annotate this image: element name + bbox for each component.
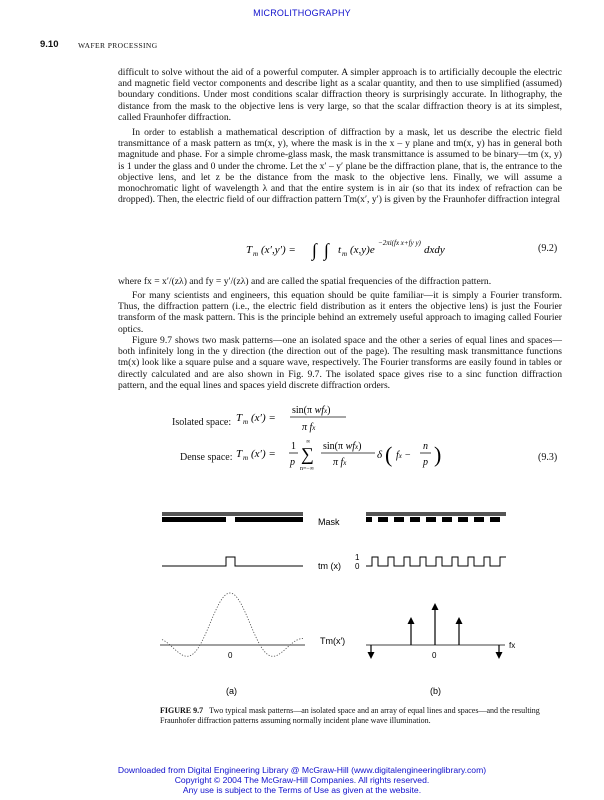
mask-isolated-space bbox=[162, 512, 303, 522]
svg-text:π fx: π fx bbox=[302, 422, 316, 433]
svg-text:(x′,y′) =: (x′,y′) = bbox=[261, 244, 296, 256]
svg-text:(x,y)e: (x,y)e bbox=[350, 244, 375, 256]
paragraph-2-text: In order to establish a mathematical description of diffraction by a mask, let us describe the electric field transmittance of a mask pattern as tm(x, y), where the mask is in the x – y plane and tm(x, y) has in general both magnitude and phase. For a simple chrome-glass mask, the mask transmittance is assumed to be binary—tm (x, y) is 1 under the glass and 0 under the chrome. Let the x′ – y′ plane be the diffraction plane, that is, the entrance to the objective lens, and let z be the distance from the mask to the objective lens. Finally, we will assume a monochromatic light of wavelength λ and that the entire system is in air (so that its index of refraction can be dropped). Then, the electric field of our diffraction pattern Tm(x′, y′) is given by the Fraunhofer diffraction integral bbox=[118, 127, 562, 206]
svg-text:(x′) =: (x′) = bbox=[251, 412, 276, 424]
footer-copyright: Copyright © 2004 The McGraw-Hill Companies. All rights reserved. bbox=[174, 775, 430, 785]
svg-text:sin(π wfx): sin(π wfx) bbox=[323, 441, 362, 452]
figure-caption-text: Two typical mask patterns—an isolated space and an array of equal lines and spaces—and the resulting Fraunhofer diffraction patterns assuming normally incident plane wave illumination. bbox=[160, 706, 540, 725]
footer-terms[interactable]: Any use is subject to the Terms of Use as given at the website. bbox=[182, 785, 422, 795]
svg-text:δ: δ bbox=[377, 449, 383, 461]
panel-label-a: (a) bbox=[226, 686, 237, 696]
svg-text:): ) bbox=[434, 442, 442, 467]
svg-text:m: m bbox=[253, 250, 259, 258]
svg-text:T: T bbox=[236, 448, 243, 460]
dense-space-label: Dense space: bbox=[180, 452, 233, 463]
level-zero-label: 0 bbox=[355, 562, 360, 571]
svg-text:n=−∞: n=−∞ bbox=[300, 466, 315, 472]
mask-label: Mask bbox=[318, 517, 340, 527]
svg-text:(x′) =: (x′) = bbox=[251, 448, 276, 460]
order-zero-arrowhead bbox=[432, 603, 439, 610]
tm-label: tm (x) bbox=[318, 561, 341, 571]
svg-text:dxdy: dxdy bbox=[424, 244, 445, 256]
isolated-space-label: Isolated space: bbox=[172, 417, 232, 428]
svg-text:−2πi(fx x+fy y): −2πi(fx x+fy y) bbox=[378, 239, 421, 247]
svg-text:∞: ∞ bbox=[306, 439, 311, 445]
order-plus-one-arrowhead bbox=[456, 617, 463, 624]
paragraph-1-text: difficult to solve without the aid of a powerful computer. A simpler approach is to artificially decouple the electric and magnetic field vector components and describe light as a scalar quantity, and then to use simplified (assumed) boundary conditions. Under most conditions scalar diffraction theory is surprisingly accurate. In lithography, the distance from the mask to the objective lens is very large, so that the scalar diffraction theory is at its simplest, called Fraunhofer diffraction. bbox=[118, 67, 562, 123]
svg-text:T: T bbox=[236, 412, 243, 424]
origin-label-a: 0 bbox=[228, 651, 233, 660]
running-head: WAFER PROCESSING bbox=[78, 41, 158, 50]
panel-label-b: (b) bbox=[430, 686, 441, 696]
equation-9-3-number: (9.3) bbox=[538, 452, 558, 463]
svg-text:m: m bbox=[243, 418, 249, 426]
svg-text:m: m bbox=[342, 250, 348, 258]
square-wave bbox=[366, 557, 506, 566]
order-plus-two-arrowhead bbox=[496, 652, 503, 659]
sinc-curve bbox=[162, 593, 303, 656]
order-minus-two-arrowhead bbox=[368, 652, 375, 659]
origin-label-b: 0 bbox=[432, 651, 437, 660]
Tm-label: Tm(x′) bbox=[320, 636, 346, 646]
book-header: MICROLITHOGRAPHY bbox=[253, 8, 351, 18]
svg-text:∑: ∑ bbox=[301, 444, 314, 464]
mask-dense-lines bbox=[366, 512, 506, 522]
svg-text:m: m bbox=[243, 454, 249, 462]
svg-text:n: n bbox=[423, 441, 428, 452]
svg-text:∫: ∫ bbox=[324, 240, 329, 260]
figure-caption-title: FIGURE 9.7 bbox=[160, 706, 204, 715]
paragraph-5-text: Figure 9.7 shows two mask patterns—one an isolated space and the other a series of equal lines and spaces—both infinitely long in the y direction (the direction out of the page). The resulting mask transmittance functions tm(x) look like a square pulse and a square wave, respectively. The Fourier transforms are easily found in tables or directly calculated and are also shown in Fig. 9.7. The isolated space gives rise to a sinc function diffraction pattern, and the equal lines and spaces yield discrete diffraction orders. bbox=[118, 335, 562, 391]
svg-text:(: ( bbox=[385, 442, 393, 467]
level-one-label: 1 bbox=[355, 553, 360, 562]
svg-text:sin(π wfx): sin(π wfx) bbox=[292, 405, 331, 416]
order-minus-one-arrowhead bbox=[408, 617, 415, 624]
svg-text:t: t bbox=[338, 244, 342, 256]
paragraph-3-text: where fx = x′/(zλ) and fy = y′/(zλ) and are called the spatial frequencies of the diffraction pattern. bbox=[118, 276, 492, 287]
footer-download[interactable]: Downloaded from Digital Engineering Library @ McGraw-Hill (www.digitalengineeringlibrary.com) bbox=[117, 765, 487, 775]
fx-axis-label: fx bbox=[509, 641, 516, 650]
svg-text:T: T bbox=[246, 244, 253, 256]
pulse-waveform bbox=[162, 557, 303, 566]
paragraph-4-text: For many scientists and engineers, this equation should be quite familiar—it is simply a Fourier transform. Thus, the diffraction pattern (i.e., the electric field distribution as it enters the objective lens) is just the Fourier transform of the mask pattern. This is the principle behind an extremely useful approach to imaging called Fourier optics. bbox=[118, 290, 562, 335]
equation-9-2-number: (9.2) bbox=[538, 243, 558, 254]
svg-text:∫: ∫ bbox=[312, 240, 317, 260]
svg-text:1: 1 bbox=[291, 441, 296, 452]
svg-text:π fx: π fx bbox=[333, 457, 347, 468]
svg-text:p: p bbox=[290, 457, 295, 468]
figure-caption bbox=[160, 706, 560, 726]
svg-text:p: p bbox=[423, 457, 428, 468]
page-number: 9.10 bbox=[40, 39, 59, 50]
svg-text:fx −: fx − bbox=[396, 450, 412, 461]
